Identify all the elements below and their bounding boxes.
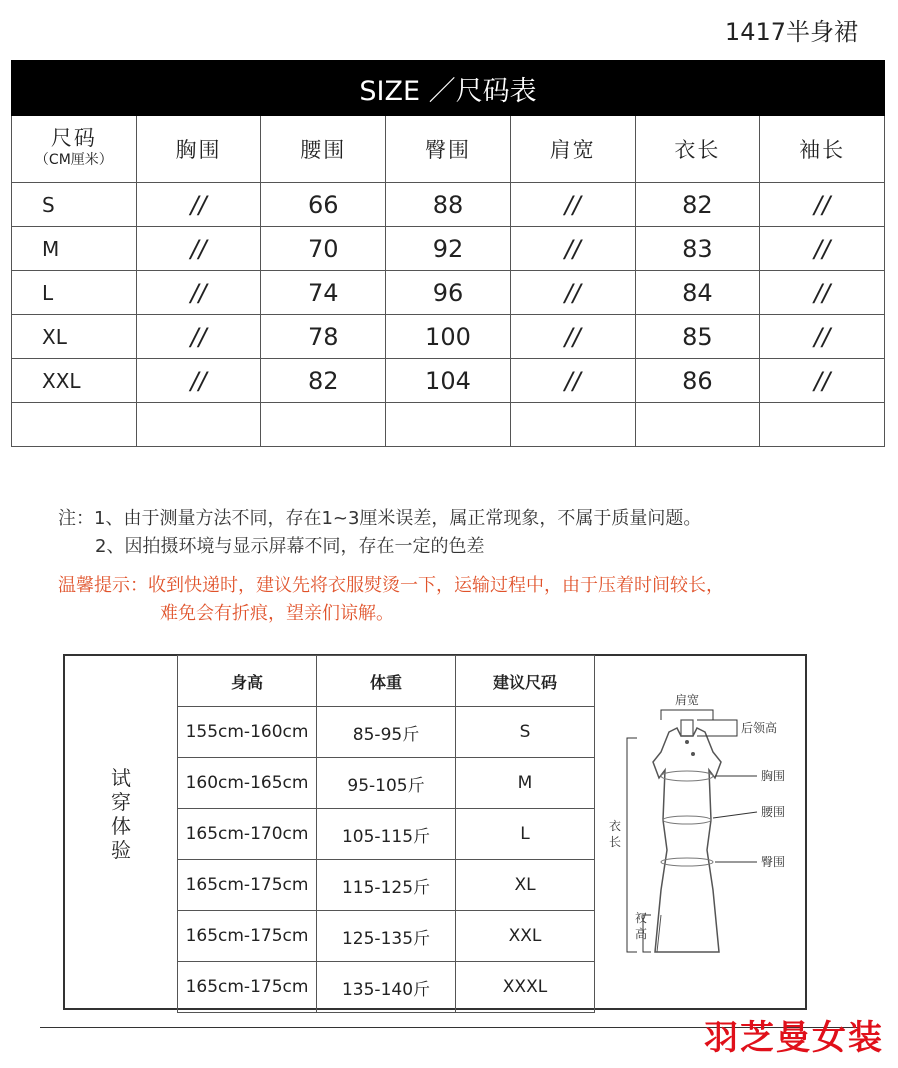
table-cell: 135-140斤: [317, 962, 456, 1013]
table-cell: 96: [386, 271, 511, 315]
chest-line: [661, 771, 713, 781]
header-waist: 腰围: [261, 116, 386, 183]
size-label: S: [12, 183, 137, 227]
table-cell: [386, 403, 511, 447]
table-row-empty: [12, 403, 885, 447]
table-cell: //: [760, 271, 885, 315]
table-cell: 165cm-175cm: [178, 860, 317, 911]
size-label: M: [12, 227, 137, 271]
note-line-2: 2、因拍摄环境与显示屏幕不同，存在一定的色差: [95, 536, 485, 557]
fitting-table: [177, 655, 595, 1013]
waist-leader: [713, 812, 757, 818]
dress-outline: [653, 728, 721, 952]
table-row: [12, 271, 885, 315]
table-cell: //: [510, 271, 635, 315]
collar-icon: [681, 720, 693, 736]
table-cell: 105-115斤: [317, 809, 456, 860]
table-cell: 88: [386, 183, 511, 227]
size-label: XL: [12, 315, 137, 359]
table-cell: //: [760, 183, 885, 227]
table-cell: 66: [261, 183, 386, 227]
hip-line: [661, 858, 713, 866]
product-code: 1417半身裙: [724, 18, 858, 46]
table-cell: 82: [635, 183, 760, 227]
table-cell: 78: [261, 315, 386, 359]
table-row: [12, 359, 885, 403]
table-row: [12, 227, 885, 271]
table-cell: //: [760, 227, 885, 271]
table-cell: //: [760, 359, 885, 403]
knot-icon: [691, 752, 695, 756]
side-char: 试: [111, 766, 131, 790]
header-shoulder: 肩宽: [510, 116, 635, 183]
table-cell: 95-105斤: [317, 758, 456, 809]
label-back-collar: 后领高: [741, 721, 778, 735]
table-cell: 155cm-160cm: [178, 707, 317, 758]
side-char: 穿: [111, 790, 131, 814]
back-collar-bracket: [697, 720, 737, 736]
table-cell: 115-125斤: [317, 860, 456, 911]
table-cell: [635, 403, 760, 447]
table-cell: XXL: [456, 911, 595, 962]
side-char: 验: [111, 838, 131, 862]
label-shoulder: 肩宽: [675, 693, 700, 707]
side-char: 体: [111, 814, 131, 838]
table-cell: //: [760, 315, 885, 359]
table-cell: 74: [261, 271, 386, 315]
table-cell: 85: [635, 315, 760, 359]
table-cell: 165cm-175cm: [178, 911, 317, 962]
table-row: [12, 315, 885, 359]
label-chest: 胸围: [761, 769, 786, 783]
table-cell: //: [510, 315, 635, 359]
table-row: [178, 962, 595, 1013]
table-cell: 104: [386, 359, 511, 403]
table-cell: XL: [456, 860, 595, 911]
table-row: [178, 707, 595, 758]
size-header-label: 尺码: [50, 126, 97, 150]
fitting-header-row: [178, 656, 595, 707]
header-height: 身高: [178, 656, 317, 707]
table-cell: [136, 403, 261, 447]
measurement-notes: [58, 505, 701, 561]
tip-line-1: 温馨提示：收到快递时，建议先将衣服熨烫一下，运输过程中，由于压着时间较长，: [58, 575, 724, 596]
table-cell: //: [136, 315, 261, 359]
table-cell: 82: [261, 359, 386, 403]
table-cell: 86: [635, 359, 760, 403]
size-label: XXL: [12, 359, 137, 403]
label-length-1: 衣: [609, 819, 622, 833]
table-cell: 85-95斤: [317, 707, 456, 758]
table-cell: [12, 403, 137, 447]
header-hip: 臀围: [386, 116, 511, 183]
table-cell: //: [136, 271, 261, 315]
label-waist: 腰围: [761, 805, 786, 819]
table-cell: //: [136, 183, 261, 227]
table-cell: 165cm-175cm: [178, 962, 317, 1013]
knot-icon: [685, 740, 689, 744]
table-cell: //: [510, 183, 635, 227]
header-weight: 体重: [317, 656, 456, 707]
table-row: [178, 809, 595, 860]
table-row: [178, 758, 595, 809]
table-row: [178, 860, 595, 911]
table-row: [178, 911, 595, 962]
table-cell: 70: [261, 227, 386, 271]
size-table-header-row: [12, 116, 885, 183]
header-sleeve: 袖长: [760, 116, 885, 183]
note-line-1: 注：1、由于测量方法不同，存在1~3厘米误差，属正常现象，不属于质量问题。: [58, 508, 702, 529]
table-cell: //: [136, 227, 261, 271]
table-cell: XXXL: [456, 962, 595, 1013]
table-cell: //: [510, 227, 635, 271]
label-hip: 臀围: [761, 855, 786, 869]
table-row: [12, 183, 885, 227]
dress-measurement-diagram: [597, 690, 805, 980]
tip-line-2: 难免会有折痕，望亲们谅解。: [160, 603, 394, 624]
table-cell: [760, 403, 885, 447]
table-cell: 92: [386, 227, 511, 271]
size-label: L: [12, 271, 137, 315]
table-cell: 125-135斤: [317, 911, 456, 962]
table-cell: L: [456, 809, 595, 860]
table-cell: 160cm-165cm: [178, 758, 317, 809]
table-cell: 84: [635, 271, 760, 315]
brand-watermark: 羽芝曼女装: [704, 1018, 884, 1058]
table-cell: M: [456, 758, 595, 809]
table-cell: //: [510, 359, 635, 403]
label-slit-2: 高: [635, 927, 648, 941]
table-cell: //: [136, 359, 261, 403]
label-slit-1: 衩: [635, 911, 648, 925]
header-suggested-size: 建议尺码: [456, 656, 595, 707]
fitting-side-label: [110, 766, 132, 862]
header-chest: 胸围: [136, 116, 261, 183]
table-cell: 83: [635, 227, 760, 271]
label-length-2: 长: [609, 835, 622, 849]
table-cell: [261, 403, 386, 447]
warm-tips: [58, 572, 724, 628]
table-cell: 100: [386, 315, 511, 359]
table-cell: 165cm-170cm: [178, 809, 317, 860]
size-header-cell: [12, 116, 137, 183]
shoulder-bracket: [661, 710, 713, 720]
table-cell: S: [456, 707, 595, 758]
size-table: [11, 60, 885, 447]
size-table-title: SIZE ／尺码表: [12, 61, 885, 116]
header-length: 衣长: [635, 116, 760, 183]
waist-line: [663, 816, 711, 824]
size-header-unit: （CM厘米）: [34, 152, 113, 168]
table-cell: [510, 403, 635, 447]
